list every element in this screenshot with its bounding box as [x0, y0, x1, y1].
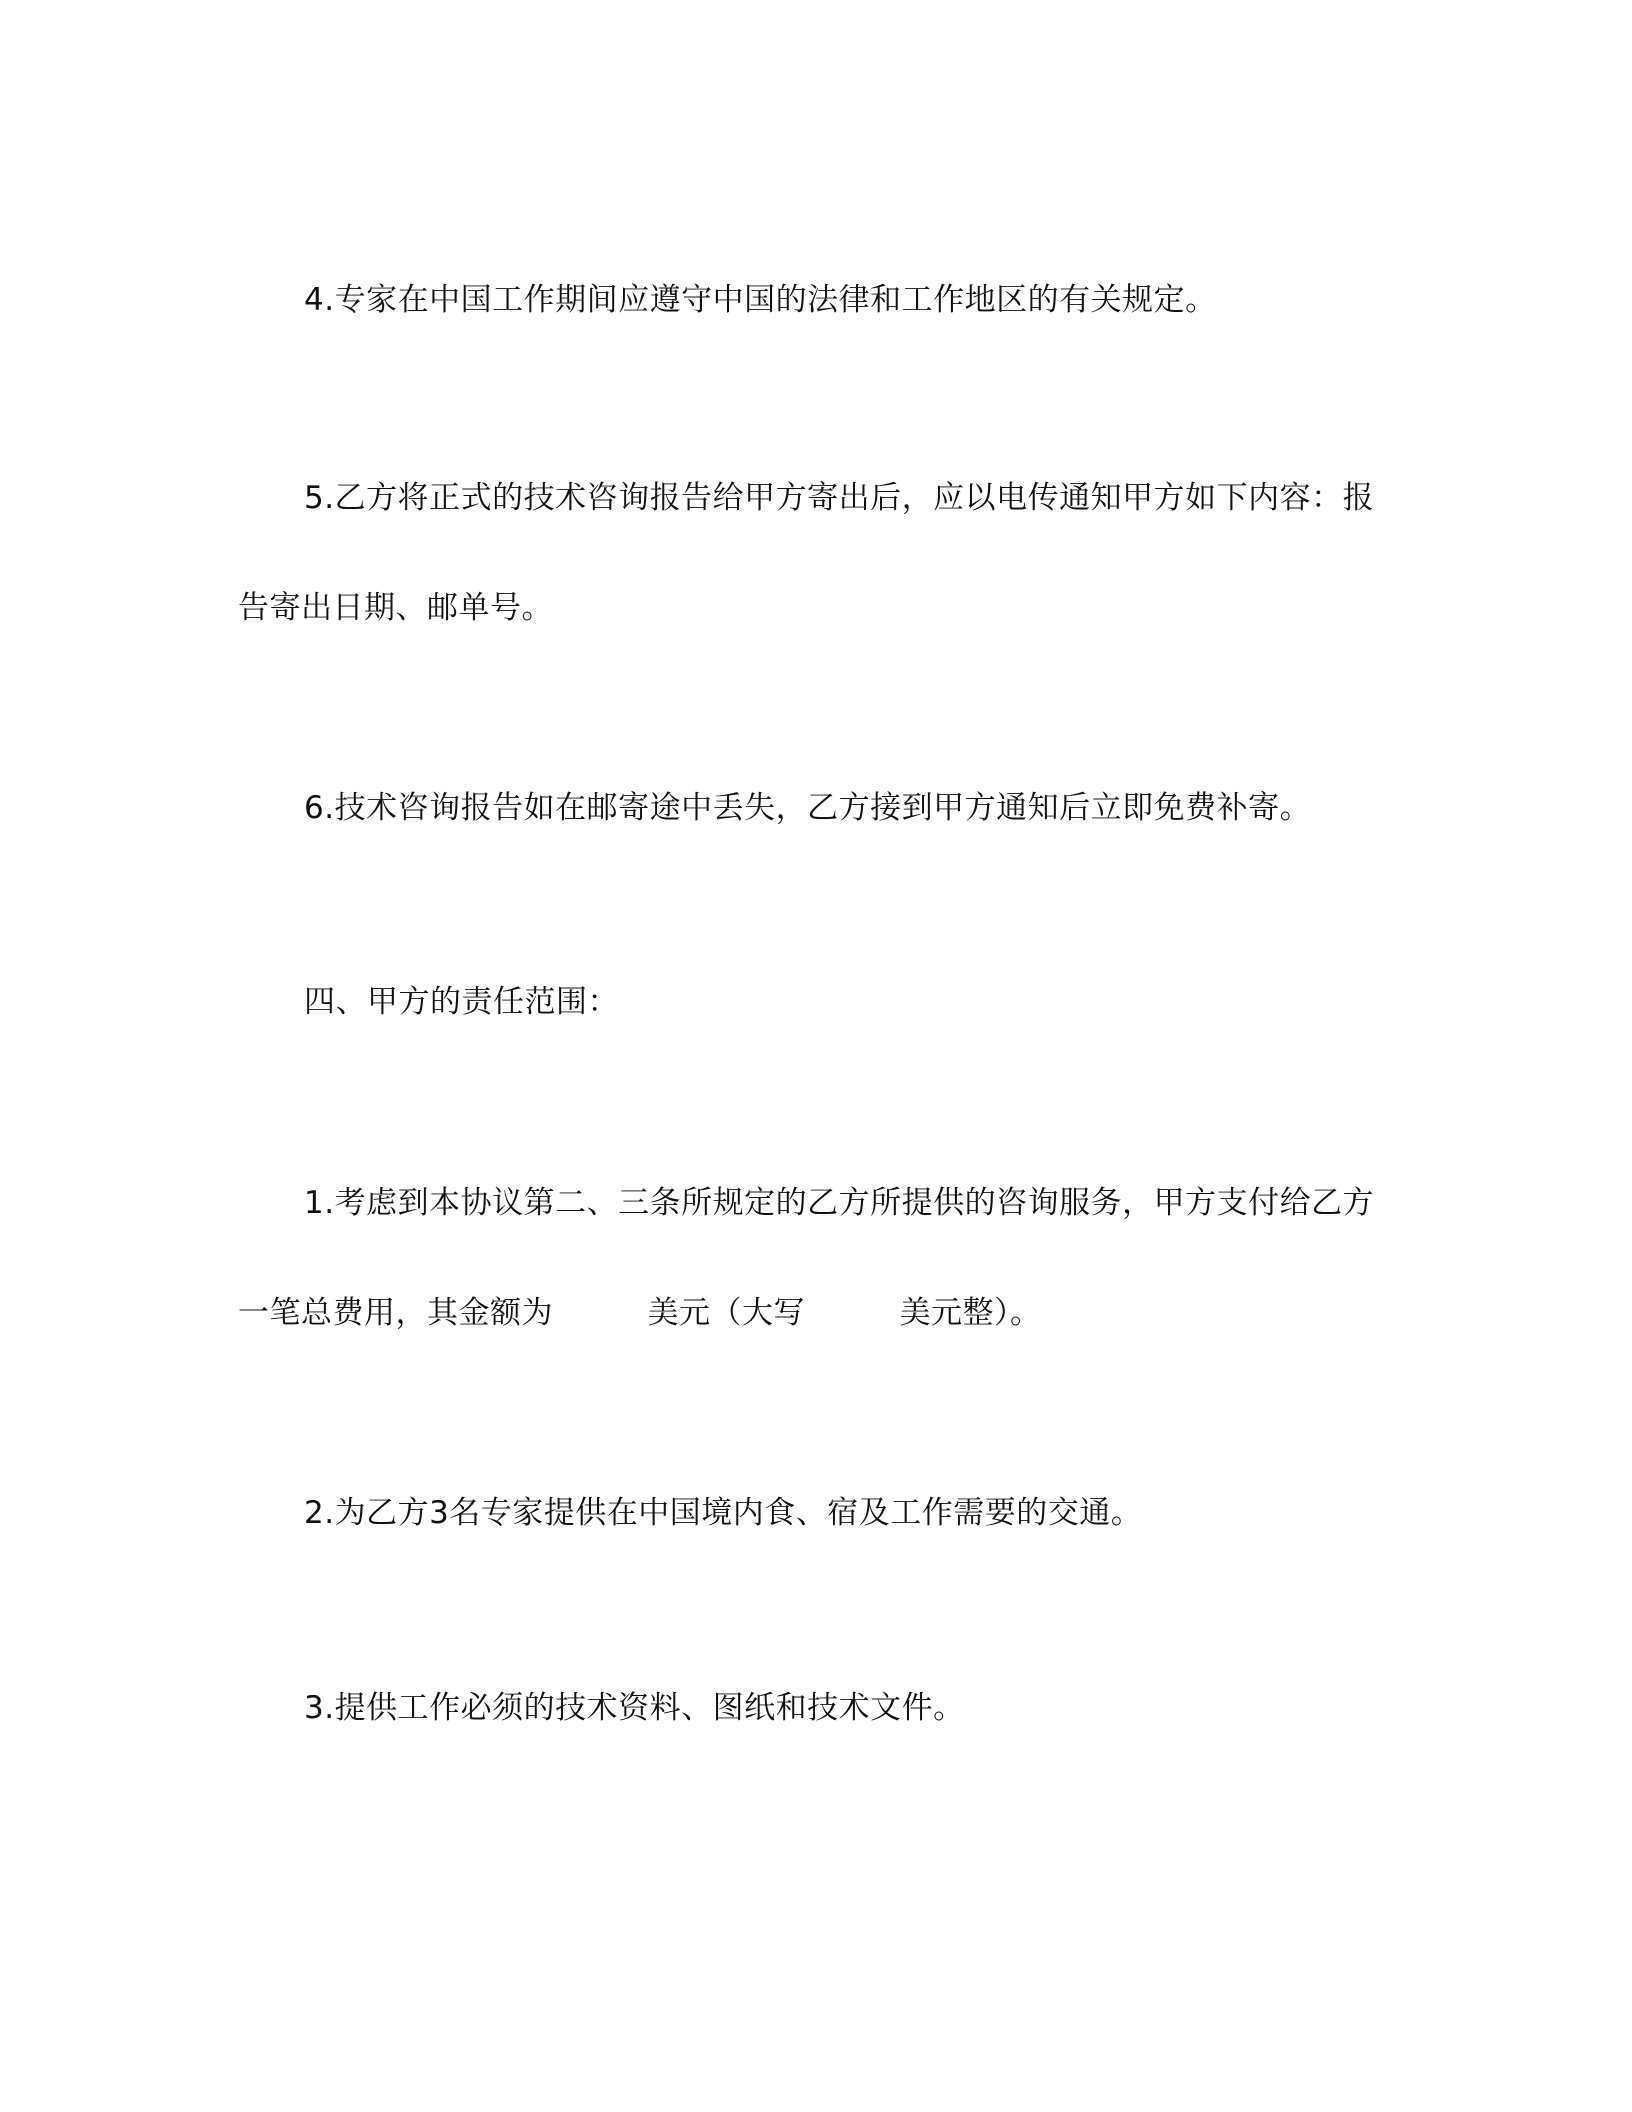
section-heading-4: 四、甲方的责任范围： [304, 984, 619, 1020]
section-4-clause-1-line-1: 1.考虑到本协议第二、三条所规定的乙方所提供的咨询服务，甲方支付给乙方 [304, 1185, 1375, 1221]
section-4-clause-1-line-2: 一笔总费用，其金额为 美元（大写 美元整）。 [238, 1295, 1042, 1331]
clause-6-text: 6.技术咨询报告如在邮寄途中丢失，乙方接到甲方通知后立即免费补寄。 [304, 790, 1312, 826]
clause-5-text-line-2: 告寄出日期、邮单号。 [238, 590, 553, 626]
clause-5-text-line-1: 5.乙方将正式的技术咨询报告给甲方寄出后，应以电传通知甲方如下内容：报 [304, 480, 1375, 516]
section-4-clause-2: 2.为乙方3名专家提供在中国境内食、宿及工作需要的交通。 [304, 1495, 1143, 1531]
section-4-clause-3: 3.提供工作必须的技术资料、图纸和技术文件。 [304, 1690, 965, 1726]
clause-4-text: 4.专家在中国工作期间应遵守中国的法律和工作地区的有关规定。 [304, 282, 1217, 318]
